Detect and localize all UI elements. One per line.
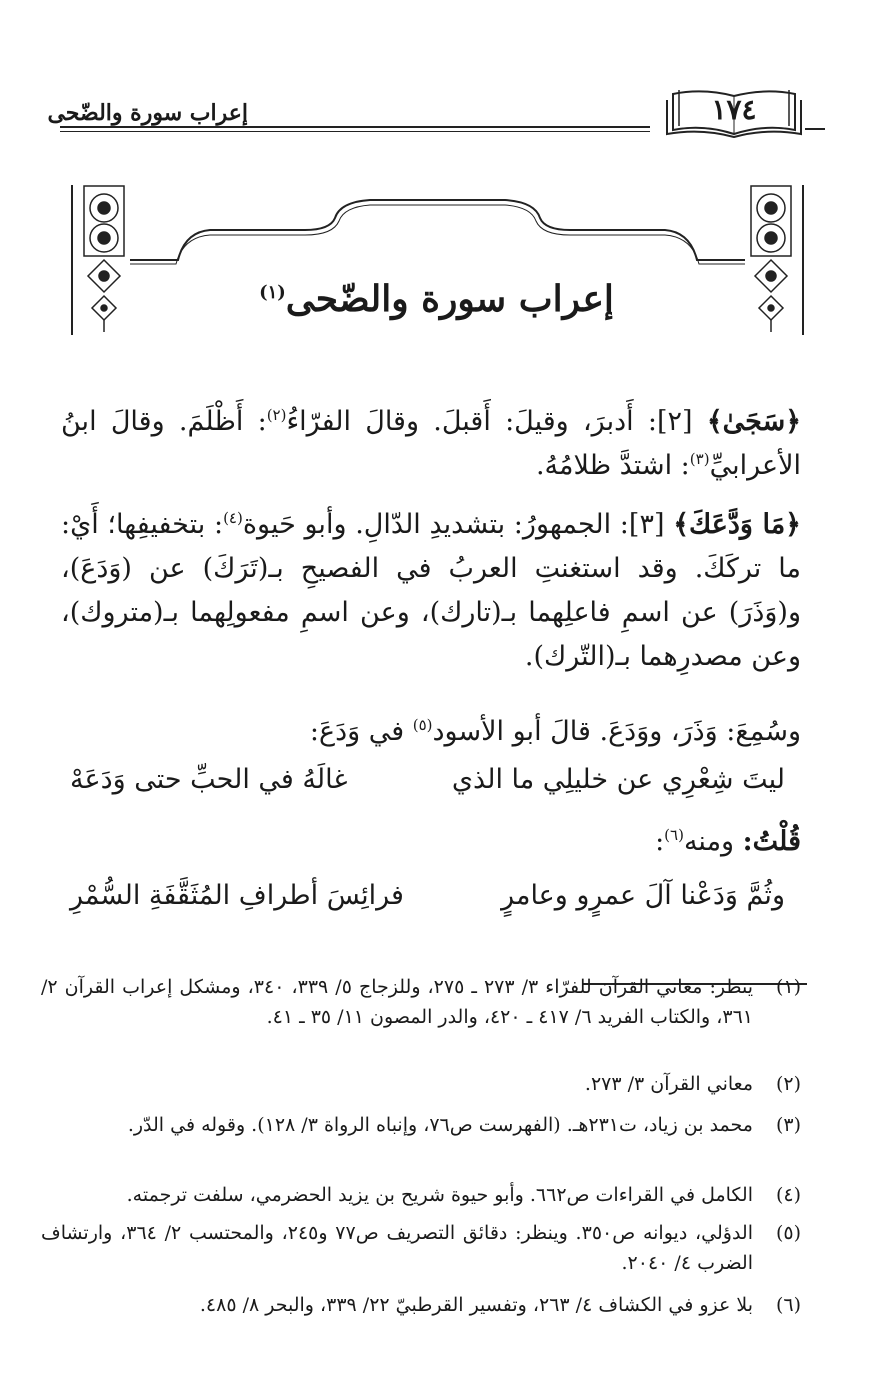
page-number: ١٧٤ — [711, 93, 757, 126]
paragraph-qultu — [61, 820, 801, 864]
footnote-text: الدؤلي، ديوانه ص٣٥٠. وينظر: دقائق التصريف ص٧٧ و٢٤٥، والمحتسب ٢/ ٣٦٤، وارتشاف الضرب ٤/ ٢٠٤٠. — [41, 1222, 754, 1274]
footnote-item — [41, 1069, 801, 1099]
ayah-quote: ﴿مَا وَدَّعَكَ﴾ — [673, 509, 801, 540]
paragraph-text: وسُمِعَ: وَذَرَ، ووَدَعَ. قالَ أبو الأسود — [432, 716, 801, 747]
ayah-quote: ﴿سَجَىٰ﴾ — [706, 406, 802, 437]
footnote-text: بلا عزو في الكشاف ٤/ ٢٦٣، وتفسير القرطبيّ ٢٢/ ٣٣٩، والبحر ٨/ ٤٨٥. — [199, 1294, 753, 1316]
chapter-title-text: إعراب سورة والضّحى — [285, 278, 614, 320]
footnote-ref[interactable]: (٦) — [664, 826, 684, 844]
footnote-item — [41, 1218, 801, 1278]
header-rule — [60, 126, 650, 128]
verse2-second-half: فرائِسَ أطرافِ المُثَقَّفَةِ السُّمْرِ — [70, 880, 404, 911]
header-rule-right — [805, 128, 825, 130]
footnote-item — [41, 1180, 801, 1210]
footnote-text: محمد بن زياد، ت٢٣١هـ. (الفهرست ص٧٦، وإنباه الرواة ٣/ ١٢٨). وقوله في الدّر. — [127, 1114, 753, 1136]
footnote-number: (٤) — [775, 1184, 801, 1206]
paragraph-saja — [61, 400, 801, 488]
paragraph-text: : اشتدَّ ظلامُهُ. — [535, 450, 690, 481]
qultu-label: قُلْتُ: — [742, 826, 801, 857]
verse1-first-half: ليتَ شِعْرِي عن خليلِي ما الذي — [451, 764, 785, 795]
footnote-number: (١) — [775, 976, 801, 998]
running-title: إعراب سورة والضّحى — [47, 100, 248, 126]
paragraph-text: : أَظْلَمَ. وقالَ ابنُ الأعرابيِّ — [61, 406, 801, 481]
paragraph-text: : بتخفيفِها؛ أَيْ: ما تركَكَ. وقد استغنتِ العربُ في الفصيحِ بـ(تَرَكَ) عن (وَدَعَ)، و(وَذَرَ) عن اسمِ فاعلِهما بـ(تارك)، وعن اسمِ مفعولِهما بـ(متروك)، وعن مصدرِهما بـ(التّرك). — [61, 509, 801, 672]
chapter-footnote-marker: (١) — [259, 282, 286, 303]
paragraph-text: ومنه — [683, 826, 743, 857]
footnote-number: (٦) — [775, 1294, 801, 1316]
paragraph-text: في وَدَعَ: — [309, 716, 413, 747]
footnote-text: معاني القرآن ٣/ ٢٧٣. — [584, 1073, 753, 1095]
paragraph-text: [٣]: الجمهورُ: بتشديدِ الدّالِ. وأبو حَيوة — [242, 509, 674, 540]
footnote-number: (٥) — [775, 1222, 801, 1244]
chapter-title — [200, 278, 673, 320]
paragraph-text: : — [655, 826, 665, 857]
footnote-number: (٣) — [775, 1114, 801, 1136]
footnote-item — [41, 972, 801, 1032]
footnote-item — [41, 1110, 801, 1140]
paragraph-sumia — [61, 710, 801, 754]
footnote-ref[interactable]: (٣) — [689, 450, 710, 468]
footnote-text: الكامل في القراءات ص٦٦٢. وأبو حيوة شريح بن يزيد الحضرمي، سلفت ترجمته. — [126, 1184, 753, 1206]
footnote-item — [41, 1290, 801, 1320]
left-arabesque — [84, 186, 124, 332]
verse1-second-half: غالَهُ في الحبِّ حتى وَدَعَهْ — [70, 764, 348, 795]
paragraph-wadaaka — [61, 503, 801, 679]
footnote-ref[interactable]: (٤) — [223, 509, 243, 527]
footnote-number: (٢) — [775, 1073, 801, 1095]
paragraph-text: [٢]: أَدبرَ، وقيلَ: أَقبلَ. وقالَ الفرّاءُ — [286, 406, 707, 437]
header-rule-thin — [60, 131, 650, 132]
footnote-ref[interactable]: (٥) — [412, 716, 433, 734]
footnote-text: ينظر: معاني القرآن للفرّاء ٣/ ٢٧٣ ـ ٢٧٥، وللزجاج ٥/ ٣٣٩، ٣٤٠، ومشكل إعراب القرآن ٢/ ٣٦١، والكتاب الفريد ٦/ ٤١٧ ـ ٤٢٠، والدر المصون ١١/ ٣٥ ـ ٤١. — [41, 976, 753, 1028]
verse2-first-half: وثُمَّ وَدَعْنا آلَ عمرٍو وعامرٍ — [501, 880, 785, 911]
right-arabesque — [751, 186, 791, 332]
footnote-ref[interactable]: (٢) — [266, 406, 287, 424]
